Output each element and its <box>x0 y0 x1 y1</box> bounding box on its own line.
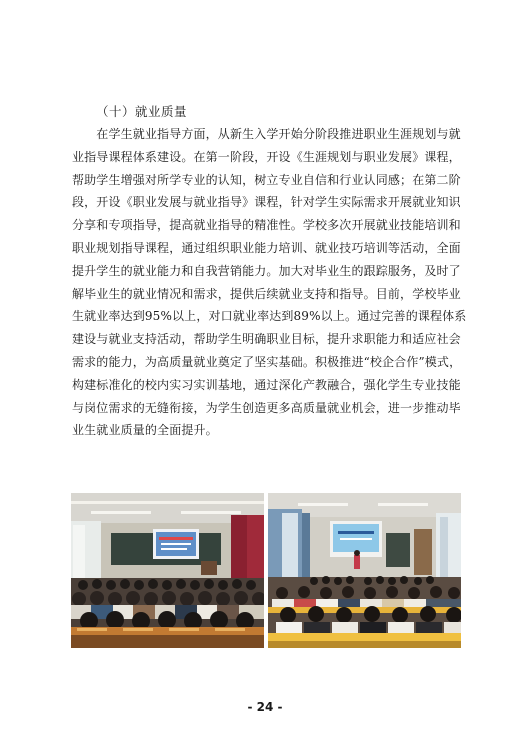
text-line: 需求的能力，为高质量就业奠定了坚实基础。积极推进“校企合作”模式， <box>72 354 462 369</box>
section-heading: （十）就业质量 <box>96 104 188 119</box>
text-line: 建设与就业支持活动，帮助学生明确职业目标，提升求职能力和适应社会 <box>72 332 461 347</box>
text-line: 与岗位需求的无缝衔接，为学生创造更多高质量就业机会，进一步推动毕 <box>72 400 461 415</box>
text-line: 解毕业生的就业情况和需求，提供后续就业支持和指导。目前，学校毕业 <box>72 286 461 301</box>
text-line: 业指导课程体系建设。在第一阶段，开设《生涯规划与职业发展》课程， <box>72 149 461 164</box>
classroom-lecture-photo-left <box>71 493 264 648</box>
text-line: 帮助学生增强对所学专业的认知，树立专业自信和行业认同感；在第二阶 <box>72 172 461 187</box>
text-line: 在学生就业指导方面，从新生入学开始分阶段推进职业生涯规划与就 <box>72 127 461 141</box>
body-paragraph <box>72 123 472 442</box>
text-line: 业生就业质量的全面提升。 <box>72 423 218 438</box>
page-number: - 24 - <box>247 700 283 714</box>
text-line: 段，开设《职业发展与就业指导》课程，针对学生实际需求开展就业知识 <box>72 195 461 210</box>
text-line: 分享和专项指导，提高就业指导的精准性。学校多次开展就业技能培训和 <box>72 218 461 233</box>
classroom-lecture-photo-right <box>268 493 461 648</box>
text-line: 生就业率达到95%以上，对口就业率达到89%以上。通过完善的课程体系 <box>72 309 467 324</box>
text-line: 职业规划指导课程，通过组织职业能力培训、就业技巧培训等活动，全面 <box>72 240 461 255</box>
text-line: 构建标准化的校内实习实训基地，通过深化产教融合，强化学生专业技能 <box>72 377 461 392</box>
text-line: 提升学生的就业能力和自我营销能力。加大对毕业生的跟踪服务，及时了 <box>72 263 461 278</box>
